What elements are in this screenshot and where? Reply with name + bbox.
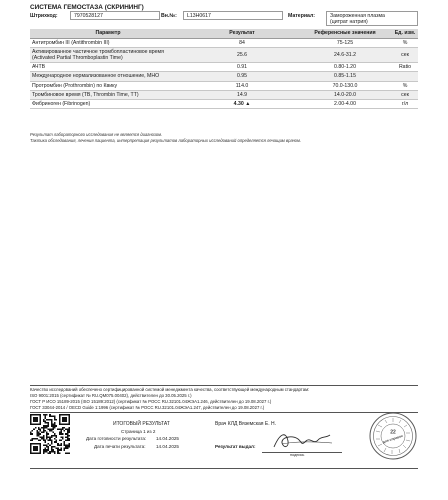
signature-caption: подпись <box>290 453 305 457</box>
unit-cell: Ratio <box>392 63 418 72</box>
table-row <box>30 72 418 81</box>
vn-value: L13H0617 <box>183 11 283 20</box>
result-cell-flagged: 4.30 ▲ <box>186 99 298 108</box>
barcode-label: Штрихкод: <box>30 13 58 19</box>
reference-cell: 14.0-20.0 <box>298 90 392 99</box>
param-cell: Протромбин (Prothrombin) по Квику <box>30 81 186 90</box>
table-row <box>30 90 418 99</box>
divider-top <box>30 385 418 386</box>
table-header-row <box>30 29 418 38</box>
unit-cell: сек <box>392 47 418 62</box>
doctor-name: Врач КЛД Вяземская Е. Н. <box>215 421 276 427</box>
unit-cell: сек <box>392 90 418 99</box>
barcode-value: 7970528127 <box>70 11 160 20</box>
divider-bottom <box>30 412 418 413</box>
table-row <box>30 63 418 72</box>
print-date-value: 14.04.2025 <box>156 444 179 449</box>
unit-cell: % <box>392 81 418 90</box>
material-value <box>326 11 418 26</box>
unit-cell: г/л <box>392 99 418 108</box>
done-date-label: Дата готовности результата: <box>86 436 147 441</box>
reference-cell: 24.6-31.2 <box>298 47 392 62</box>
reference-cell: 70.0-130.0 <box>298 81 392 90</box>
qr-code-icon <box>30 414 70 454</box>
stamp-number: 22 <box>390 429 396 436</box>
param-cell: Антитромбин III (Antithrombin III) <box>30 38 186 47</box>
report-title: СИСТЕМА ГЕМОСТАЗА (СКРИНИНГ) <box>30 4 144 11</box>
disclaimer-line-2: Тактика обследования, лечения пациента, интерпретация результатов лабораторных исследований определяется лечащим врачом. <box>30 138 302 143</box>
material-line-1: Замороженная плазма <box>330 12 385 19</box>
param-cell: АЧТВ <box>30 63 186 72</box>
done-date-value: 14.04.2025 <box>156 436 179 441</box>
material-line-2: (цитрат натрия) <box>330 18 368 25</box>
reference-cell: 75-125 <box>298 38 392 47</box>
unit-cell: % <box>392 38 418 47</box>
result-cell: 114.0 <box>186 81 298 90</box>
table-row <box>30 99 418 108</box>
results-table <box>30 29 418 109</box>
material-label: Материал: <box>288 13 315 19</box>
stamp-icon <box>368 411 418 461</box>
col-reference: Референсные значения <box>298 29 392 38</box>
param-cell: Тромбиновое время (TB, Thrombin Time, TT) <box>30 90 186 99</box>
print-date-label: Дата печати результата: <box>94 444 146 449</box>
table-row <box>30 81 418 90</box>
reference-cell: 2.00-4.00 <box>298 99 392 108</box>
col-unit: Ед. изм. <box>392 29 418 38</box>
final-result-label: ИТОГОВЫЙ РЕЗУЛЬТАТ <box>113 421 170 427</box>
result-cell: 25.6 <box>186 47 298 62</box>
issued-by-label: Результат выдал: <box>215 444 256 449</box>
result-cell: 14.9 <box>186 90 298 99</box>
vn-label: Вн.№: <box>161 13 177 19</box>
result-cell: 0.91 <box>186 63 298 72</box>
unit-cell <box>392 72 418 81</box>
reference-cell: 0.85-1.15 <box>298 72 392 81</box>
cert-line-2: ISO 9001:2015 (сертификат № RU.QM075.00402), действителен до 30.05.2025 г.) <box>30 393 192 398</box>
table-row <box>30 47 418 62</box>
signature-icon <box>268 429 338 453</box>
col-result: Результат <box>186 29 298 38</box>
stamp-word: для справок <box>382 433 404 445</box>
param-cell: Международное нормализованное отношение, МНО <box>30 72 186 81</box>
table-row <box>30 38 418 47</box>
cert-line-3: ГОСТ Р ИСО 15189-2015 (ISO 15189:2012) (сертификат № РОСС RU.32101.04ЖЭА1.246, действителен до 19.08.2027 г.) <box>30 399 272 404</box>
result-cell: 0.95 <box>186 72 298 81</box>
reference-cell: 0.80-1.20 <box>298 63 392 72</box>
disclaimer-line-1: Результат лабораторного исследования не является диагнозом. <box>30 132 163 137</box>
col-param: Параметр <box>30 29 186 38</box>
page-bottom-rule <box>30 468 418 469</box>
result-cell: 84 <box>186 38 298 47</box>
cert-line-1: Качество исследований обеспечено сертифицированной системой менеджмента качества, соответствующей международным стандартам: <box>30 387 310 392</box>
cert-line-4: ГОСТ 33044-2014 / OECD Guide 1:1996 (сертификат № РОСС RU.32101.04ЖЭА1.247, действителен до 19.08.2027 г.) <box>30 405 265 410</box>
page-indicator: Страница 1 из 2 <box>121 429 156 434</box>
param-cell: Активированное частичное тромбопластиновое время (Activated Partial Thromboplastin Time) <box>30 47 186 62</box>
param-cell: Фибриноген (Fibrinogen) <box>30 99 186 108</box>
